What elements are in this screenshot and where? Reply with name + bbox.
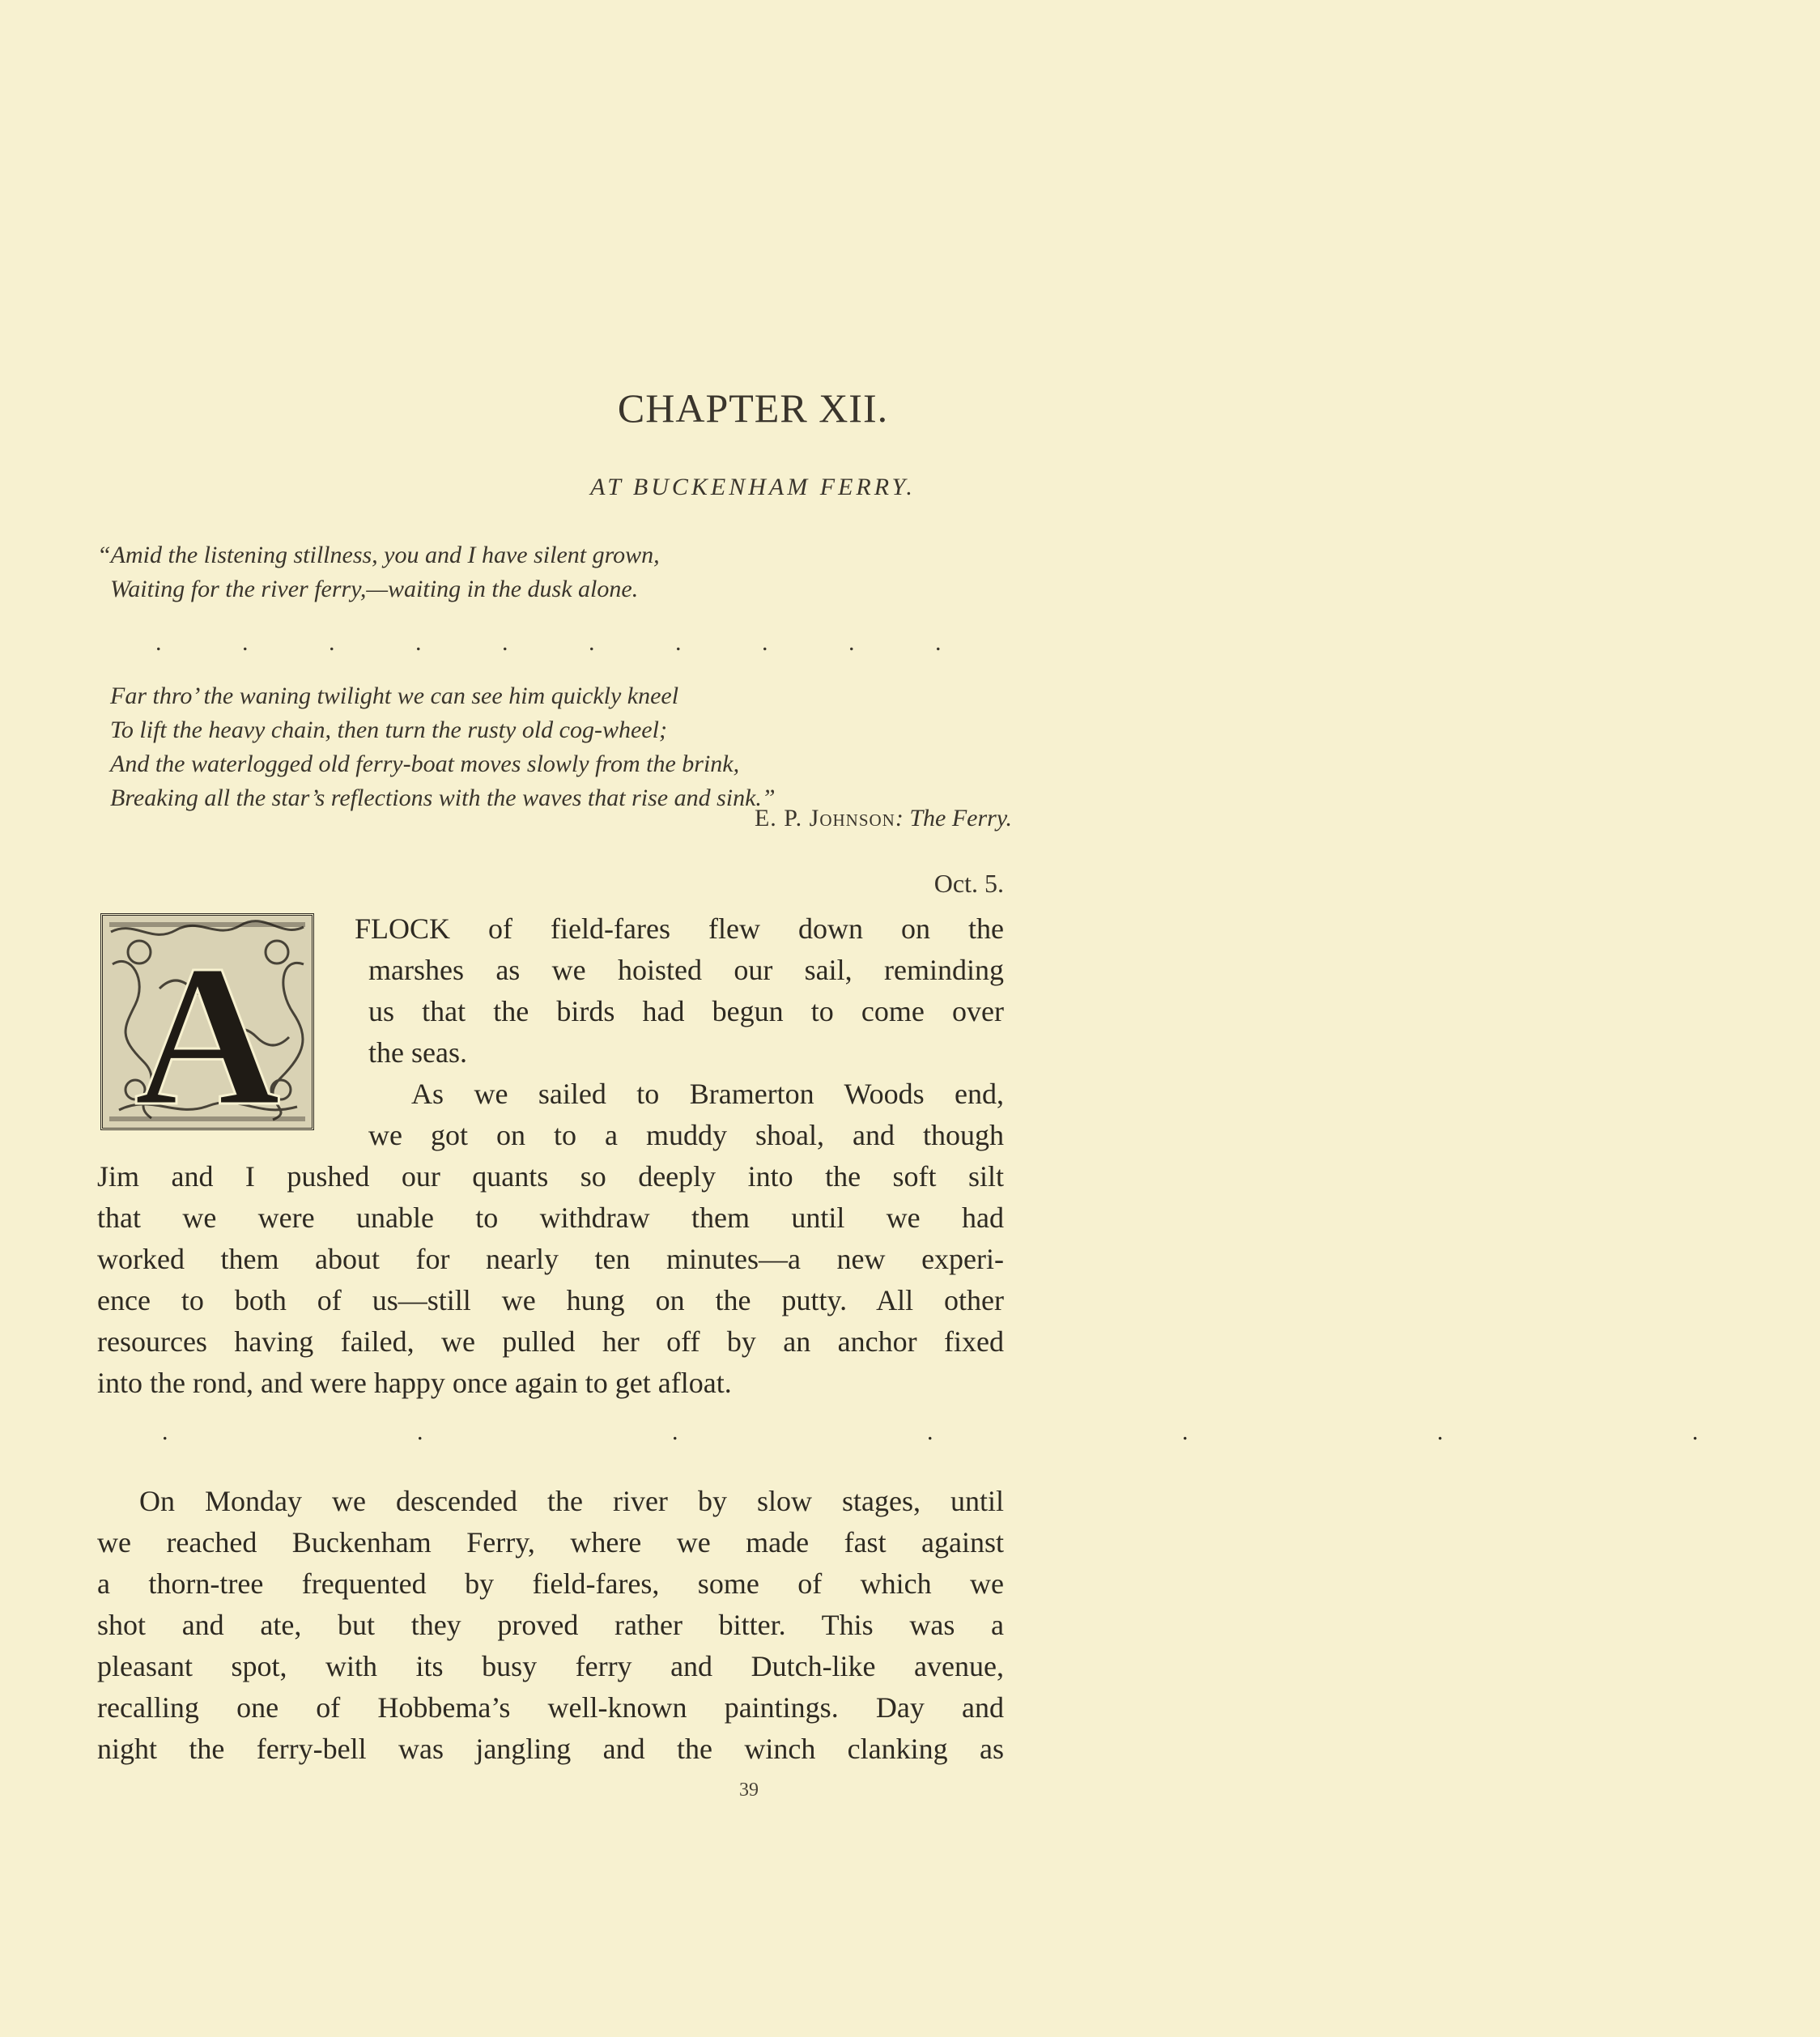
chapter-title: CHAPTER XII. [617, 385, 889, 431]
epigraph-attribution [755, 805, 1012, 832]
drop-cap-letter: A [134, 924, 281, 1148]
text-line: shot and ate, but they proved rather bitter. This was a [97, 1609, 1004, 1641]
text-line: ence to both of us—still we hung on the putty. All other [97, 1284, 1004, 1316]
epigraph-author: E. P. Johnson [754, 805, 895, 831]
text-line: the seas. [368, 1036, 467, 1069]
text-line: resources having failed, we pulled her off by an anchor fixed [97, 1325, 1004, 1358]
attribution-separator: : [895, 805, 904, 831]
chapter-subtitle: AT BUCKENHAM FERRY. [590, 474, 916, 500]
text-line: a thorn-tree frequented by field-fares, some of which we [97, 1567, 1004, 1600]
epigraph-line: And the waterlogged old ferry-boat moves slowly from the brink, [110, 751, 740, 777]
text-line: marshes as we hoisted our sail, reminding [368, 954, 1004, 986]
text-line: night the ferry-bell was jangling and the winch clanking as [97, 1733, 1004, 1765]
epigraph-ellipsis: . . . . . . . . . . [155, 629, 979, 656]
text-line: us that the birds had begun to come over [368, 995, 1004, 1027]
epigraph-line: “Amid the listening stillness, you and I have silent grown, [97, 542, 660, 568]
text-line: Jim and I pushed our quants so deeply into the soft silt [97, 1160, 1004, 1193]
entry-date: Oct. 5. [933, 869, 1004, 898]
text-line: pleasant spot, with its busy ferry and Dutch-like avenue, [97, 1650, 1004, 1682]
epigraph-line: To lift the heavy chain, then turn the rusty old cog-wheel; [110, 717, 667, 743]
text-line: recalling one of Hobbema’s well-known paintings. Day and [97, 1691, 1004, 1724]
page-number: 39 [739, 1780, 759, 1801]
epigraph-line: Breaking all the star’s reflections with the waves that rise and sink.” [110, 785, 776, 811]
text-line: into the rond, and were happy once again to get afloat. [97, 1367, 732, 1399]
drop-cap [100, 913, 314, 1148]
text-line: FLOCK of field-fares flew down on the [355, 912, 1004, 945]
text-line: As we sailed to Bramerton Woods end, [411, 1078, 1004, 1110]
drop-cap-ornament [103, 916, 312, 1148]
text-line: we got on to a muddy shoal, and though [368, 1119, 1004, 1151]
epigraph-line: Waiting for the river ferry,—waiting in the dusk alone. [110, 576, 639, 602]
text-line: we reached Buckenham Ferry, where we made fast against [97, 1526, 1004, 1559]
section-break: . . . . . . . [162, 1418, 1820, 1445]
text-line: worked them about for nearly ten minutes—a new experi- [97, 1243, 1004, 1275]
text-line: On Monday we descended the river by slow stages, until [139, 1485, 1004, 1517]
epigraph-line: Far thro’ the waning twilight we can see him quickly kneel [110, 683, 679, 709]
text-line: that we were unable to withdraw them until we had [97, 1201, 1004, 1234]
epigraph-work: The Ferry. [909, 805, 1012, 831]
epigraph [97, 538, 1012, 815]
